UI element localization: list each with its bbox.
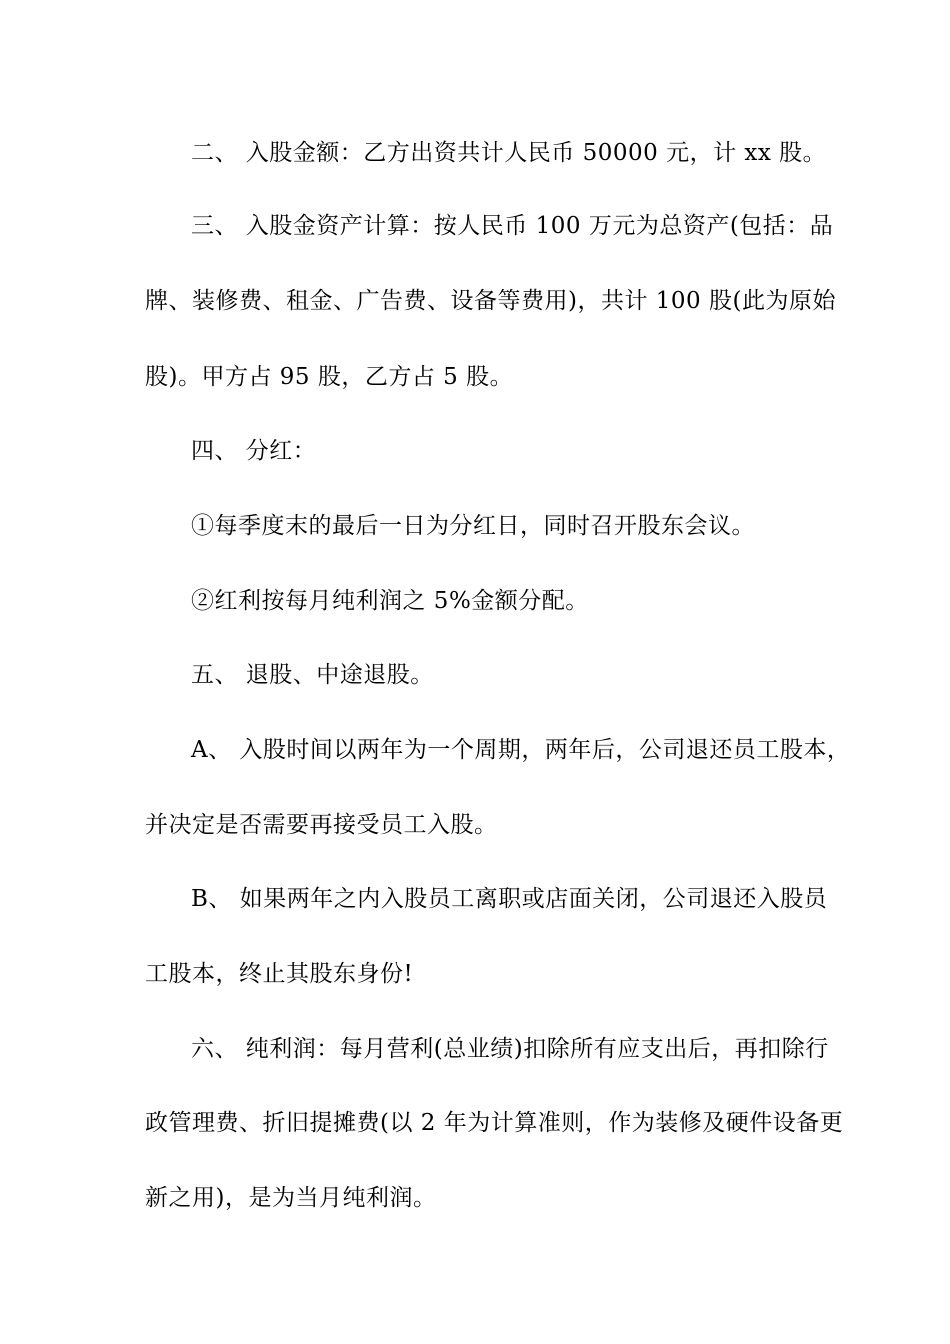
withdrawal-item-b: B、 如果两年之内入股员工离职或店面关闭，公司退还入股员 [191,886,828,912]
withdrawal-item-a: A、 入股时间以两年为一个周期，两年后，公司退还员工股本， [191,737,851,763]
paragraph-3-asset-calculation: 三、 入股金资产计算：按人民币 100 万元为总资产(包括：品 [191,213,834,239]
paragraph-3-line-3: 股)。甲方占 95 股，乙方占 5 股。 [145,364,514,390]
paragraph-4-dividend-heading: 四、 分红： [191,438,317,464]
paragraph-3-line-2: 牌、装修费、租金、广告费、设备等费用)，共计 100 股(此为原始 [145,288,836,314]
paragraph-6-net-profit: 六、 纯利润：每月营利(总业绩)扣除所有应支出后，再扣除行 [191,1036,829,1062]
dividend-item-1: ①每季度末的最后一日为分红日，同时召开股东会议。 [191,513,755,539]
dividend-item-2: ②红利按每月纯利润之 5%金额分配。 [191,588,589,614]
paragraph-2-investment-amount: 二、 入股金额：乙方出资共计人民币 50000 元，计 xx 股。 [191,140,827,166]
paragraph-6-line-2: 政管理费、折旧提摊费(以 2 年为计算准则，作为装修及硬件设备更 [145,1110,844,1136]
paragraph-5-withdrawal-heading: 五、 退股、中途退股。 [191,662,434,688]
withdrawal-item-a-line-2: 并决定是否需要再接受员工入股。 [145,812,498,838]
withdrawal-item-b-line-2: 工股本，终止其股东身份! [145,961,414,987]
paragraph-6-line-3: 新之用)，是为当月纯利润。 [145,1185,437,1211]
